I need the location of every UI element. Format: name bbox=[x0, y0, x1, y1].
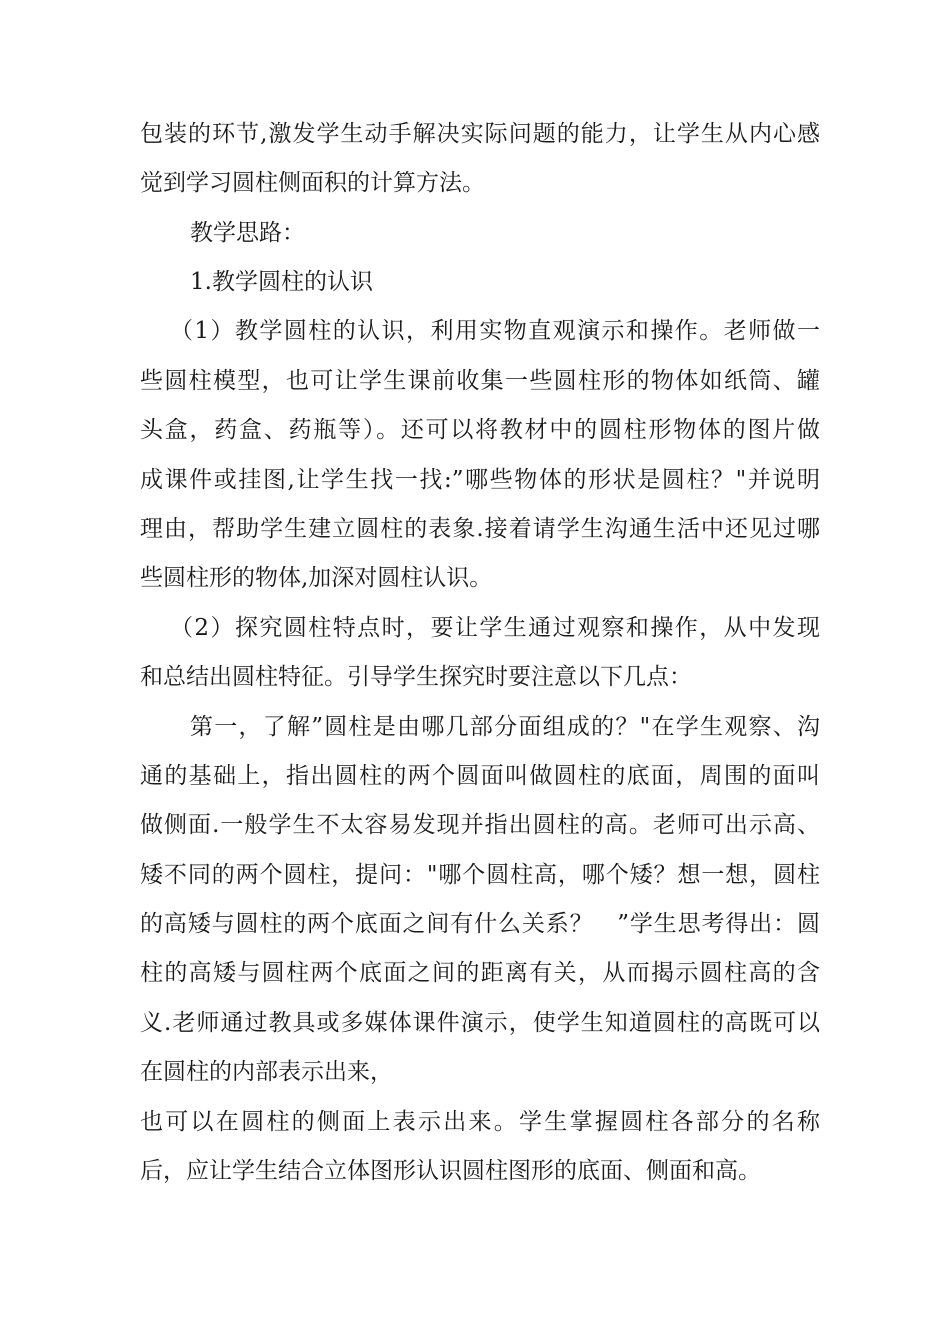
paragraph-line: 矮不同的两个圆柱，提问："哪个圆柱高，哪个矮？想一想，圆柱 bbox=[140, 862, 820, 888]
paragraph-line: 成课件或挂图,让学生找一找:”哪些物体的形状是圆柱？"并说明 bbox=[140, 467, 820, 493]
section-heading: 教学思路： bbox=[190, 220, 305, 246]
paragraph-line: 的高矮与圆柱的两个底面之间有什么关系？ ”学生思考得出：圆 bbox=[140, 911, 820, 937]
paragraph-line: 柱的高矮与圆柱两个底面之间的距离有关，从而揭示圆柱高的含 bbox=[140, 960, 820, 986]
subsection-heading: 1.教学圆柱的认识 bbox=[190, 269, 373, 295]
paragraph-line: 头盒，药盒、药瓶等）。还可以将教材中的圆柱形物体的图片做 bbox=[140, 417, 820, 443]
paragraph-line: 在圆柱的内部表示出来， bbox=[140, 1059, 393, 1085]
paragraph-line: 理由，帮助学生建立圆柱的表象.接着请学生沟通生活中还见过哪 bbox=[140, 516, 820, 542]
paragraph-line: 也可以在圆柱的侧面上表示出来。学生掌握圆柱各部分的名称 bbox=[140, 1109, 820, 1135]
paragraph-line: 些圆柱模型，也可让学生课前收集一些圆柱形的物体如纸筒、罐 bbox=[140, 368, 820, 394]
paragraph-line: 做侧面.一般学生不太容易发现并指出圆柱的高。老师可出示高、 bbox=[140, 812, 820, 838]
paragraph-line: 些圆柱形的物体,加深对圆柱认识。 bbox=[140, 565, 493, 591]
paragraph-line: 通的基础上，指出圆柱的两个圆面叫做圆柱的底面，周围的面叫 bbox=[140, 763, 820, 789]
paragraph-line: （1）教学圆柱的认识，利用实物直观演示和操作。老师做一 bbox=[170, 318, 820, 344]
paragraph-line: 后，应让学生结合立体图形认识圆柱图形的底面、侧面和高。 bbox=[140, 1158, 761, 1184]
paragraph-line: 和总结出圆柱特征。引导学生探究时要注意以下几点： bbox=[140, 664, 692, 690]
paragraph-line: 第一，了解”圆柱是由哪几部分面组成的？"在学生观察、沟 bbox=[190, 714, 820, 740]
paragraph-line: 包装的环节,激发学生动手解决实际问题的能力，让学生从内心感 bbox=[140, 121, 820, 147]
paragraph-line: 义.老师通过教具或多媒体课件演示，使学生知道圆柱的高既可以 bbox=[140, 1010, 820, 1036]
paragraph-line: 觉到学习圆柱侧面积的计算方法。 bbox=[140, 170, 485, 196]
paragraph-line: （2）探究圆柱特点时，要让学生通过观察和操作，从中发现 bbox=[170, 615, 820, 641]
